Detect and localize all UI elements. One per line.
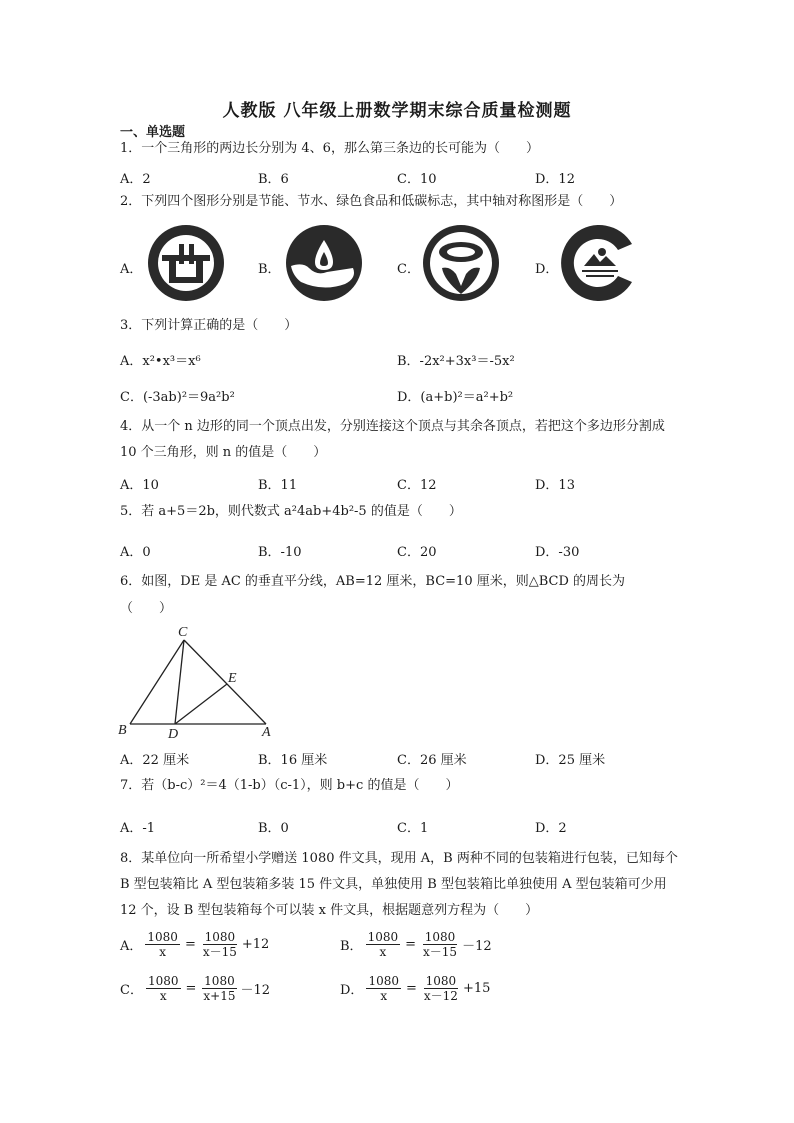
numerator: 1080	[367, 930, 399, 944]
denominator: x	[159, 945, 167, 959]
fraction-left	[366, 974, 401, 1003]
fraction-left	[366, 930, 401, 959]
q8-option-c[interactable]	[120, 974, 270, 1003]
fraction-right	[201, 974, 237, 1003]
option-label: C．	[120, 983, 143, 998]
denominator: x	[379, 945, 387, 959]
q3-option-d[interactable]: D．(a+b)²＝a²+b²	[397, 390, 514, 405]
label-a: A	[262, 725, 271, 740]
water-saving-logo-icon	[283, 222, 365, 304]
energy-saving-logo-icon	[145, 222, 227, 304]
q2-option-d[interactable]: D．	[535, 262, 559, 277]
question-6: 6．如图，DE 是 AC 的垂直平分线，AB=12 厘米，BC=10 厘米，则△BCD 的周长为	[120, 574, 626, 589]
q5-option-c[interactable]: C．20	[397, 545, 437, 560]
question-1: 1．一个三角形的两边长分别为 4、6，那么第三条边的长可能为（ ）	[120, 141, 539, 156]
label-d: D	[168, 727, 179, 740]
fraction-right	[422, 974, 460, 1003]
q7-option-a[interactable]: A．-1	[120, 821, 156, 836]
denominator: x	[380, 989, 388, 1003]
q5-option-b[interactable]: B．-10	[258, 545, 302, 560]
denominator: x－15	[423, 945, 458, 959]
q8-option-b[interactable]	[340, 930, 492, 959]
tail-term: +15	[462, 981, 491, 996]
q3-option-c[interactable]: C．(-3ab)²＝9a²b²	[120, 390, 235, 405]
question-6-bracket: （ ）	[120, 601, 173, 616]
low-carbon-logo-icon	[558, 222, 638, 304]
equals-sign: =	[185, 981, 197, 996]
q1-option-c[interactable]: C．10	[397, 172, 437, 187]
question-3: 3．下列计算正确的是（ ）	[120, 318, 298, 333]
fraction-right	[201, 930, 239, 959]
tail-term: －12	[462, 939, 492, 954]
q4-option-d[interactable]: D．13	[535, 478, 575, 493]
q4-option-a[interactable]: A．10	[120, 478, 159, 493]
question-4: 4．从一个 n 边形的同一个顶点出发，分别连接这个顶点与其余各顶点，若把这个多边形分割成 10 个三角形，则 n 的值是（ ）	[120, 419, 665, 460]
numerator: 1080	[424, 930, 456, 944]
green-food-logo-icon	[420, 222, 502, 304]
page-title: 人教版 八年级上册数学期末综合质量检测题	[222, 101, 572, 121]
fraction-left	[146, 974, 181, 1003]
q6-option-c[interactable]: C．26 厘米	[397, 753, 467, 768]
q3-option-b[interactable]: B．-2x²+3x³＝-5x²	[397, 354, 515, 369]
q7-option-b[interactable]: B．0	[258, 821, 289, 836]
q8-option-d[interactable]	[340, 974, 490, 1003]
label-c: C	[178, 625, 188, 640]
q2-option-a[interactable]: A．	[120, 262, 143, 277]
label-e: E	[228, 671, 237, 686]
numerator: 1080	[147, 930, 178, 944]
q7-option-c[interactable]: C．1	[397, 821, 429, 836]
q5-option-a[interactable]: A．0	[120, 545, 151, 560]
label-b: B	[118, 723, 127, 738]
q6-option-b[interactable]: B．16 厘米	[258, 753, 328, 768]
tail-term: +12	[241, 937, 270, 952]
question-8: 8．某单位向一所希望小学赠送 1080 件文具，现用 A，B 两种不同的包装箱进行包装，已知每个 B 型包装箱比 A 型包装箱多装 15 件文具，单独使用 B 型包装箱比单独使用 A 型包装箱可少用 12 个，设 B 型包装箱每个可以装 x 件文具，根据题意列方程为（ ）	[120, 851, 678, 918]
numerator: 1080	[204, 974, 235, 988]
q2-option-b[interactable]: B．	[258, 262, 281, 277]
q4-option-b[interactable]: B．11	[258, 478, 298, 493]
equals-sign: =	[184, 937, 196, 952]
fraction-right	[421, 930, 459, 959]
triangle-figure	[112, 622, 282, 740]
question-5: 5．若 a+5＝2b，则代数式 a²4ab+4b²-5 的值是（ ）	[120, 504, 462, 519]
q5-option-d[interactable]: D．-30	[535, 545, 580, 560]
numerator: 1080	[147, 974, 179, 988]
numerator: 1080	[204, 930, 236, 944]
q4-option-c[interactable]: C．12	[397, 478, 437, 493]
q2-option-c[interactable]: C．	[397, 262, 420, 277]
equals-sign: =	[405, 981, 417, 996]
numerator: 1080	[368, 974, 399, 988]
q7-option-d[interactable]: D．2	[535, 821, 567, 836]
q1-option-b[interactable]: B．6	[258, 172, 289, 187]
option-label: D．	[340, 983, 364, 998]
denominator: x－12	[423, 989, 458, 1003]
q8-option-a[interactable]	[120, 930, 269, 959]
denominator: x	[159, 989, 167, 1003]
q6-option-d[interactable]: D．25 厘米	[535, 753, 606, 768]
q3-option-a[interactable]: A．x²•x³＝x⁶	[120, 354, 201, 369]
denominator: x－15	[202, 945, 237, 959]
q1-option-d[interactable]: D．12	[535, 172, 575, 187]
section-heading: 一、单选题	[120, 125, 186, 140]
fraction-left	[145, 930, 180, 959]
question-7: 7．若（b-c）²＝4（1-b）（c-1），则 b+c 的值是（ ）	[120, 778, 459, 793]
question-2: 2．下列四个图形分别是节能、节水、绿色食品和低碳标志，其中轴对称图形是（ ）	[120, 194, 623, 209]
q6-option-a[interactable]: A．22 厘米	[120, 753, 190, 768]
tail-term: －12	[240, 983, 271, 998]
numerator: 1080	[425, 974, 457, 988]
option-label: B．	[340, 939, 363, 954]
denominator: x+15	[203, 989, 236, 1003]
equals-sign: =	[405, 937, 417, 952]
q1-option-a[interactable]: A．2	[120, 172, 151, 187]
option-label: A．	[120, 939, 143, 954]
